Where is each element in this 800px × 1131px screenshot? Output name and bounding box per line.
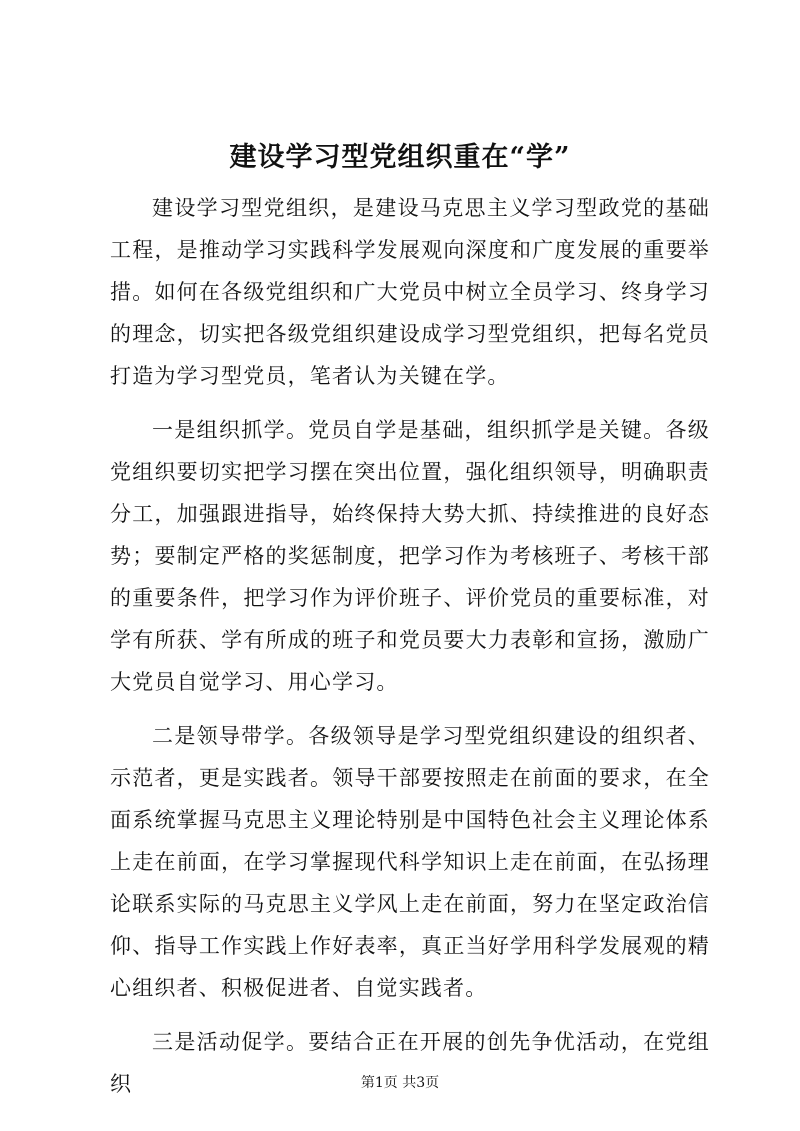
paragraph-intro: 建设学习型党组织，是建设马克思主义学习型政党的基础工程，是推动学习实践科学发展观向深度和广度发展的重要举措。如何在各级党组织和广大党员中树立全员学习、终身学习的理念，切实把各级党组织建设成学习型党组织，把每名党员打造为学习型党员，笔者认为关键在学。 [110,196,710,388]
paragraph-leadership-study: 二是领导带学。各级领导是学习型党组织建设的组织者、示范者，更是实践者。领导干部要按照走在前面的要求，在全面系统掌握马克思主义理论特别是中国特色社会主义理论体系上走在前面，在学习掌握现代科学知识上走在前面，在弘扬理论联系实际的马克思主义学风上走在前面，努力在坚定政治信仰、指导工作实践上作好表率，真正当好学用科学发展观的精心组织者、积极促进者、自觉实践者。 [110,724,710,1000]
paragraph-organization-study: 一是组织抓学。党员自学是基础，组织抓学是关键。各级党组织要切实把学习摆在突出位置，强化组织领导，明确职责分工，加强跟进指导，始终保持大势大抓、持续推进的良好态势；要制定严格的奖惩制度，把学习作为考核班子、考核干部的重要条件，把学习作为评价班子、评价党员的重要标准，对学有所获、学有所成的班子和党员要大力表彰和宣扬，激励广大党员自觉学习、用心学习。 [110,418,710,694]
document-body [110,187,710,1117]
page-number-footer: 第1页 共3页 [360,1075,440,1091]
paragraph-activity-study: 三是活动促学。要结合正在开展的创先争优活动，在党组织 [110,1030,710,1096]
page-title: 建设学习型党组织重在“学” [229,142,571,173]
